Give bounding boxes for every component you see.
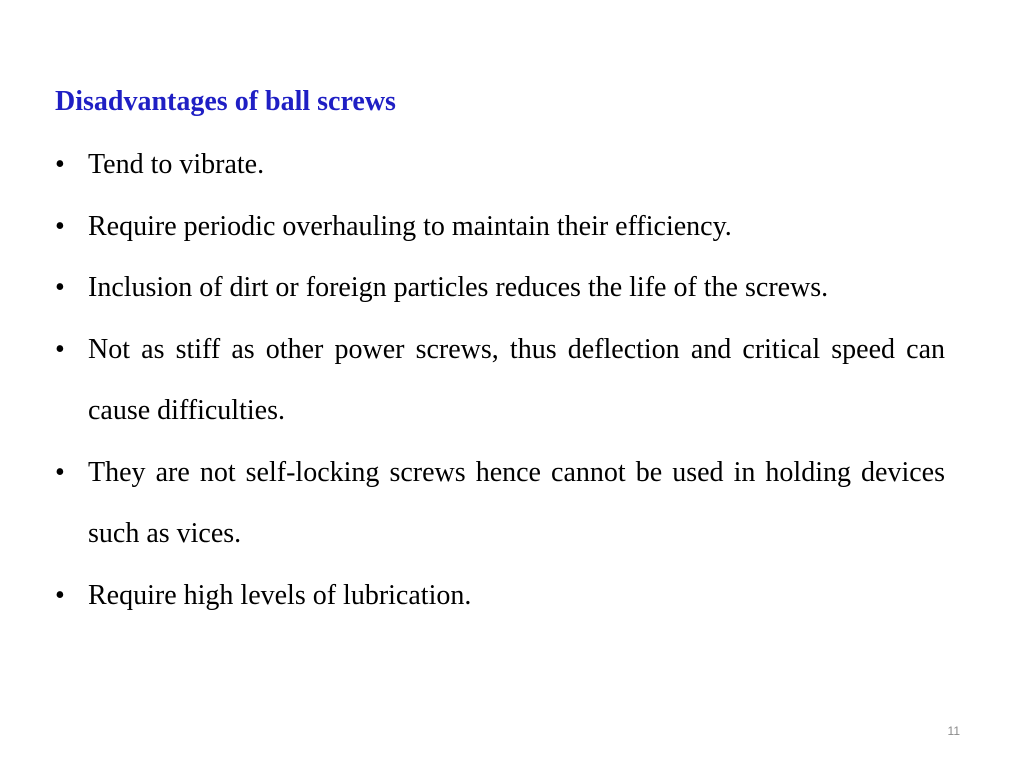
bullet-icon: • [55, 456, 65, 488]
bullet-item [55, 565, 945, 627]
bullet-text: Require high levels of lubrication. [88, 579, 472, 611]
bullet-item [55, 319, 945, 442]
bullet-item [55, 196, 945, 258]
bullet-list [55, 134, 945, 626]
bullet-icon: • [55, 149, 65, 180]
bullet-text: Not as stiff as other power screws, thus deflection and critical speed can cause difficulties. [88, 333, 945, 426]
bullet-item [55, 134, 945, 196]
bullet-item [55, 442, 945, 565]
slide-heading: Disadvantages of ball screws [55, 86, 396, 117]
bullet-icon: • [55, 272, 65, 303]
bullet-icon: • [55, 210, 65, 242]
bullet-text: They are not self-locking screws hence cannot be used in holding devices such as vices. [88, 456, 945, 549]
page-number: 11 [947, 724, 960, 738]
bullet-item [55, 257, 945, 319]
bullet-icon: • [55, 333, 65, 365]
bullet-text: Tend to vibrate. [88, 149, 265, 180]
bullet-icon: • [55, 579, 65, 611]
bullet-text: Require periodic overhauling to maintain their efficiency. [88, 210, 732, 242]
bullet-text: Inclusion of dirt or foreign particles reduces the life of the screws. [88, 272, 829, 303]
